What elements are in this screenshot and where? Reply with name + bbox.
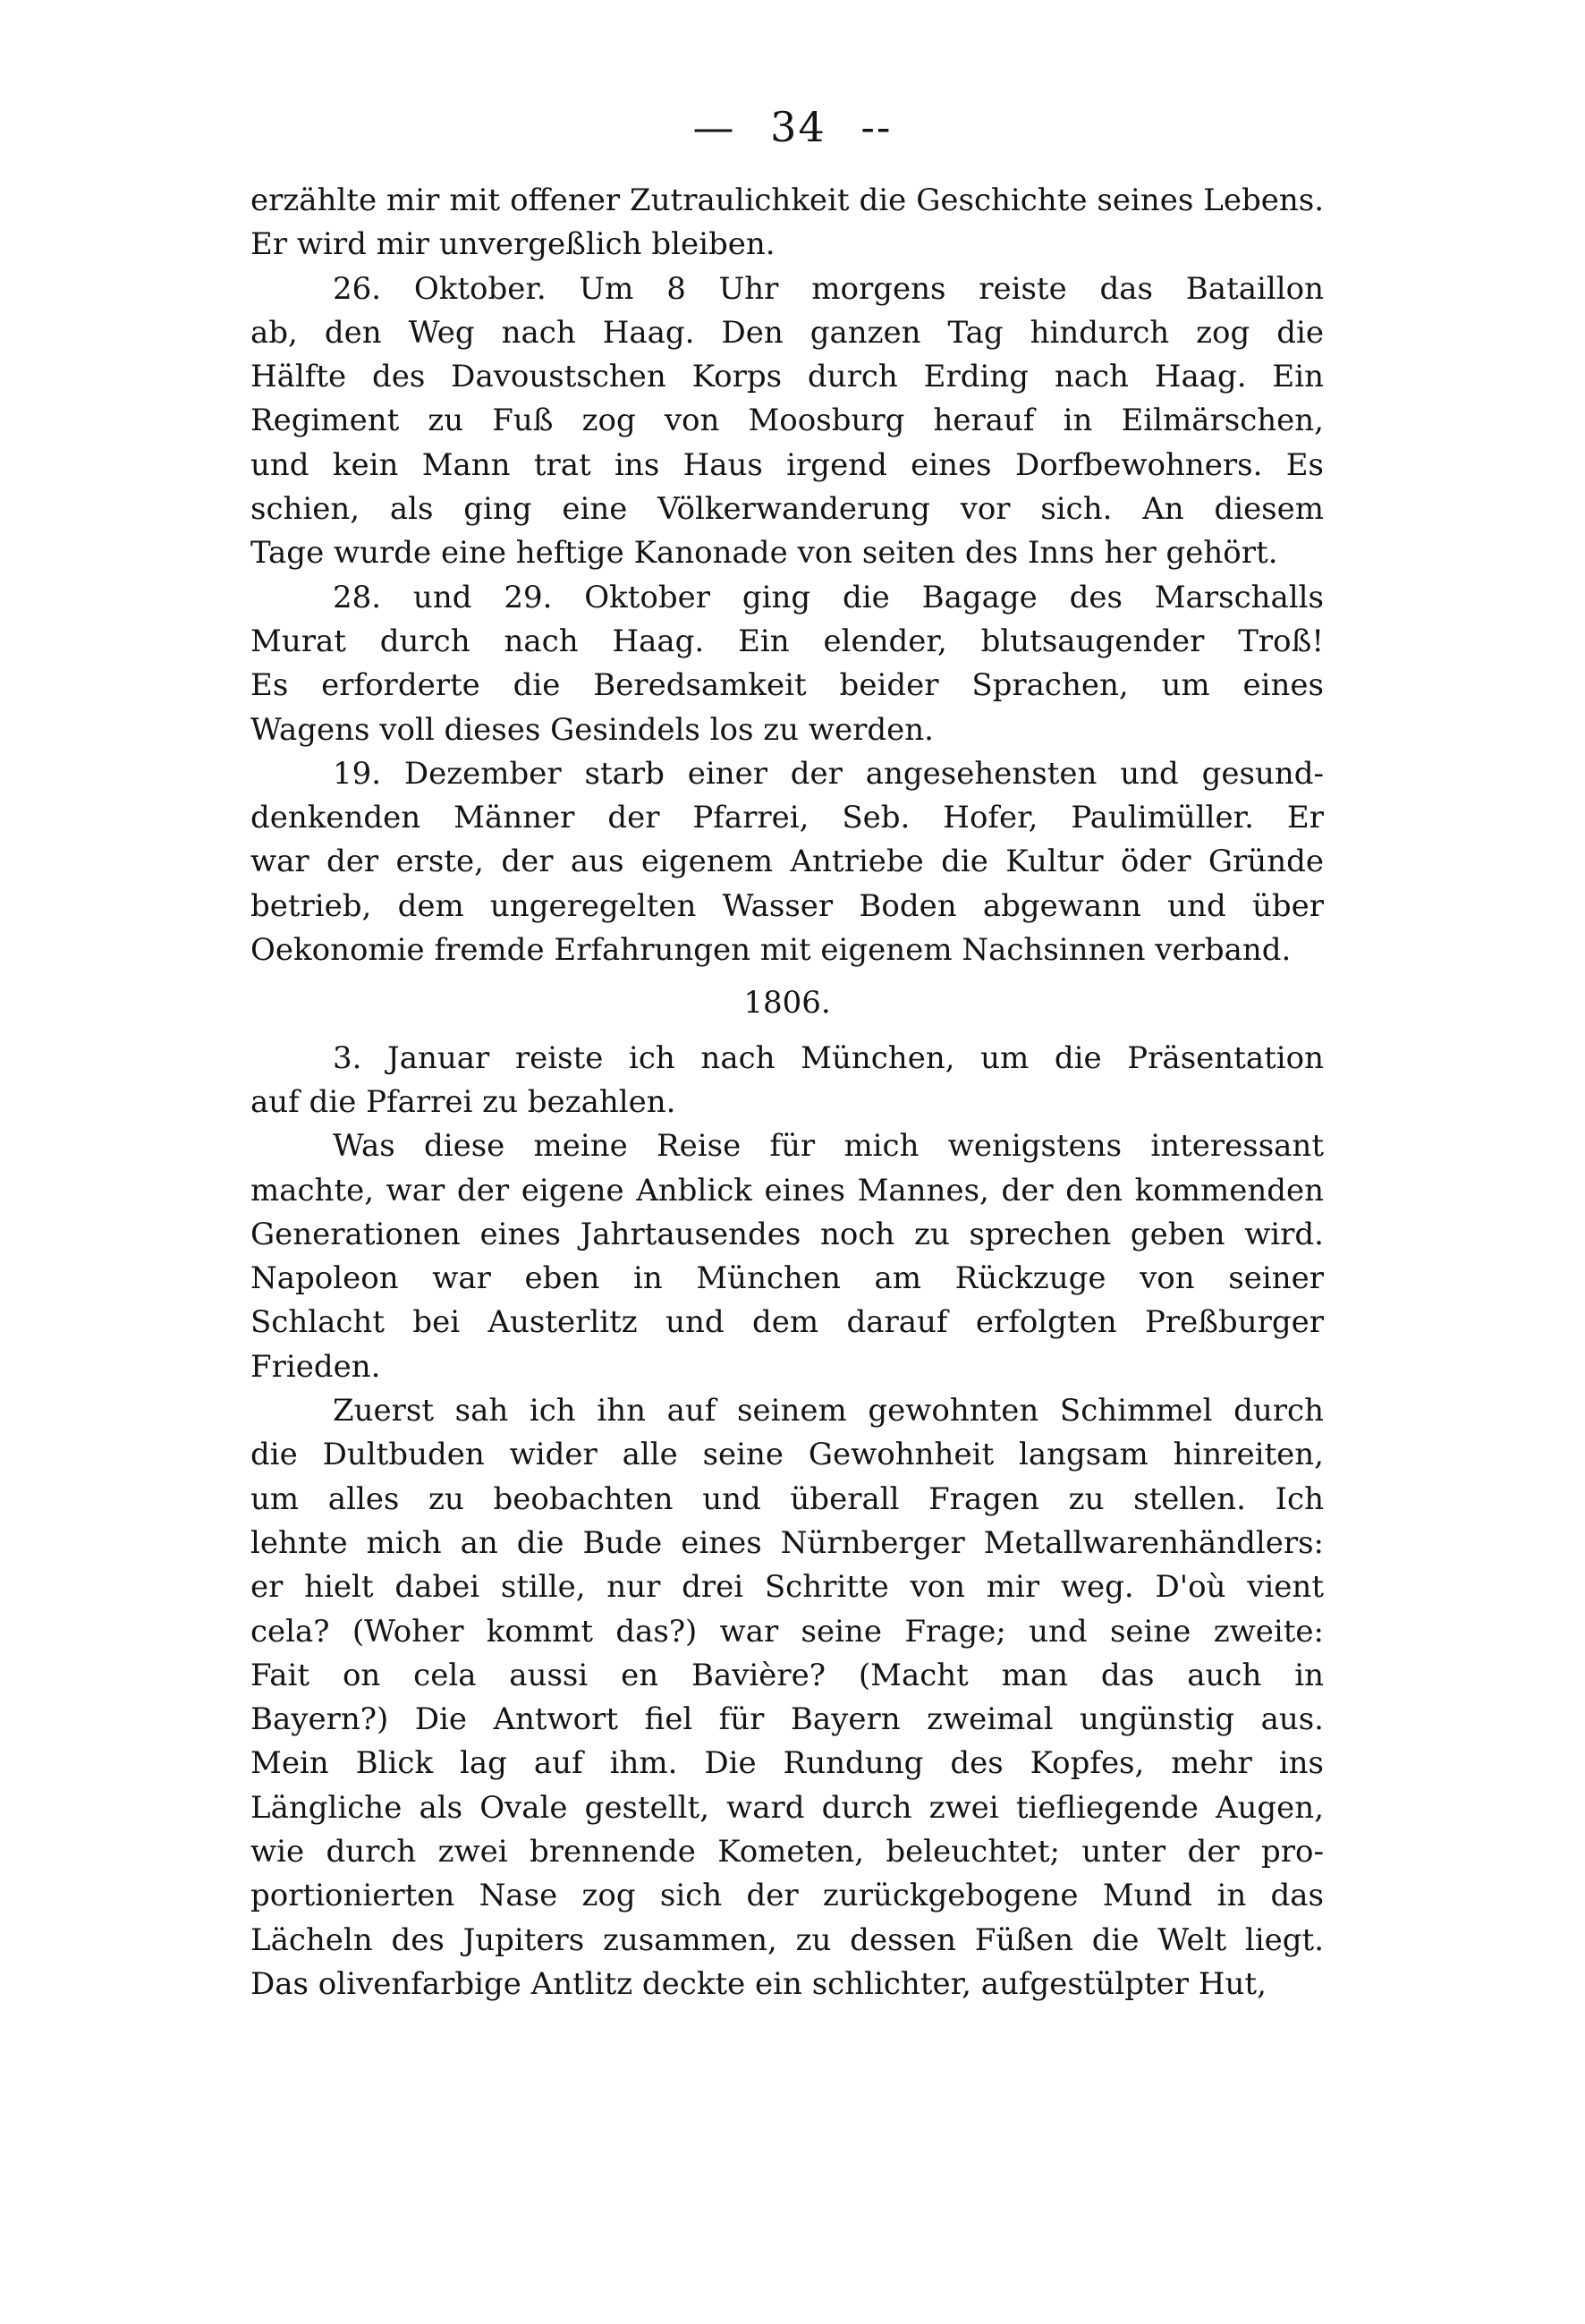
text-line: Hälfte des Davoustschen Korps durch Erding nach Haag. Ein (250, 359, 1324, 395)
text-line: die Dultbuden wider alle seine Gewohnheit langsam hinreiten, (250, 1437, 1324, 1473)
text-line: Längliche als Ovale gestellt, ward durch zwei tiefliegende Augen, (250, 1789, 1324, 1826)
text-line: Fait on cela aussi en Bavière? (Macht man das auch in (250, 1657, 1324, 1693)
text-line: 28. und 29. Oktober ging die Bagage des Marschalls (333, 579, 1324, 615)
text-line: Napoleon war eben in München am Rückzuge von seiner (250, 1260, 1324, 1297)
text-line: war der erste, der aus eigenem Antriebe die Kultur öder Gründe (250, 844, 1324, 880)
text-line: Schlacht bei Austerlitz und dem darauf erfolgten Preßburger (250, 1304, 1324, 1341)
page-header (0, 103, 1585, 151)
paragraph (250, 1124, 1324, 1389)
text-line: Tage wurde eine heftige Kanonade von seiten des Inns her gehört. (250, 535, 1278, 572)
text-line: Wagens voll dieses Gesindels los zu werden. (250, 711, 934, 748)
text-line: 26. Oktober. Um 8 Uhr morgens reiste das Bataillon (333, 270, 1324, 307)
paragraph (250, 267, 1324, 576)
text-line: Zuerst sah ich ihn auf seinem gewohnten Schimmel durch (333, 1393, 1324, 1429)
text-line: Frieden. (250, 1348, 381, 1385)
paragraph (250, 1389, 1324, 2006)
text-line: cela? (Woher kommt das?) war seine Frage; und seine zweite: (250, 1613, 1324, 1650)
text-line: um alles zu beobachten und überall Fragen zu stellen. Ich (250, 1480, 1324, 1517)
paragraph (250, 576, 1324, 752)
text-line: Er wird mir unvergeßlich bleiben. (250, 226, 776, 263)
text-line: wie durch zwei brennende Kometen, beleuchtet; unter der pro- (250, 1833, 1324, 1870)
text-line: Oekonomie fremde Erfahrungen mit eigenem Nachsinnen verband. (250, 932, 1292, 969)
paragraph (250, 1037, 1324, 1125)
text-line: denkenden Männer der Pfarrei, Seb. Hofer, Paulimüller. Er (250, 800, 1324, 836)
text-line: Bayern?) Die Antwort fiel für Bayern zweimal ungünstig aus. (250, 1701, 1324, 1738)
text-line: Generationen eines Jahrtausendes noch zu sprechen geben wird. (250, 1216, 1324, 1252)
year-heading: 1806. (743, 985, 831, 1022)
text-line: lehnte mich an die Bude eines Nürnberger Metallwarenhändlers: (250, 1524, 1324, 1561)
text-line: 19. Dezember starb einer der angesehensten und gesund- (333, 755, 1324, 792)
text-line: portionierten Nase zog sich der zurückgebogene Mund in das (250, 1878, 1324, 1914)
text-line: und kein Mann trat ins Haus irgend eines Dorfbewohners. Es (250, 446, 1324, 483)
text-line: betrieb, dem ungeregelten Wasser Boden abgewann und über (250, 887, 1324, 924)
text-line: Was diese meine Reise für mich wenigstens interessant (333, 1128, 1324, 1165)
text-line: Es erforderte die Beredsamkeit beider Sprachen, um eines (250, 667, 1324, 704)
page-number: 34 (770, 103, 826, 151)
text-line: schien, als ging eine Völkerwanderung vor sich. An diesem (250, 491, 1324, 528)
text-line: Mein Blick lag auf ihm. Die Rundung des Kopfes, mehr ins (250, 1745, 1324, 1782)
paragraph (250, 179, 1324, 267)
body-text (250, 179, 1324, 2006)
text-line: 3. Januar reiste ich nach München, um die Präsentation (333, 1039, 1324, 1076)
header-dash-right: -- (860, 103, 893, 151)
text-line: erzählte mir mit offener Zutraulichkeit die Geschichte seines Lebens. (250, 182, 1324, 218)
text-line: machte, war der eigene Anblick eines Mannes, der den kommenden (250, 1172, 1324, 1209)
text-line: Das olivenfarbige Antlitz deckte ein schlichter, aufgestülpter Hut, (250, 1965, 1267, 2002)
text-line: ab, den Weg nach Haag. Den ganzen Tag hindurch zog die (250, 314, 1324, 351)
text-line: Murat durch nach Haag. Ein elender, blutsaugender Troß! (250, 623, 1324, 659)
text-line: er hielt dabei stille, nur drei Schritte von mir weg. D'où vient (250, 1569, 1324, 1606)
header-dash-left: — (692, 103, 736, 151)
text-line: Regiment zu Fuß zog von Moosburg herauf in Eilmärschen, (250, 403, 1324, 439)
text-line: auf die Pfarrei zu bezahlen. (250, 1083, 676, 1120)
paragraph (250, 752, 1324, 972)
text-line: Lächeln des Jupiters zusammen, zu dessen Füßen die Welt liegt. (250, 1921, 1324, 1958)
